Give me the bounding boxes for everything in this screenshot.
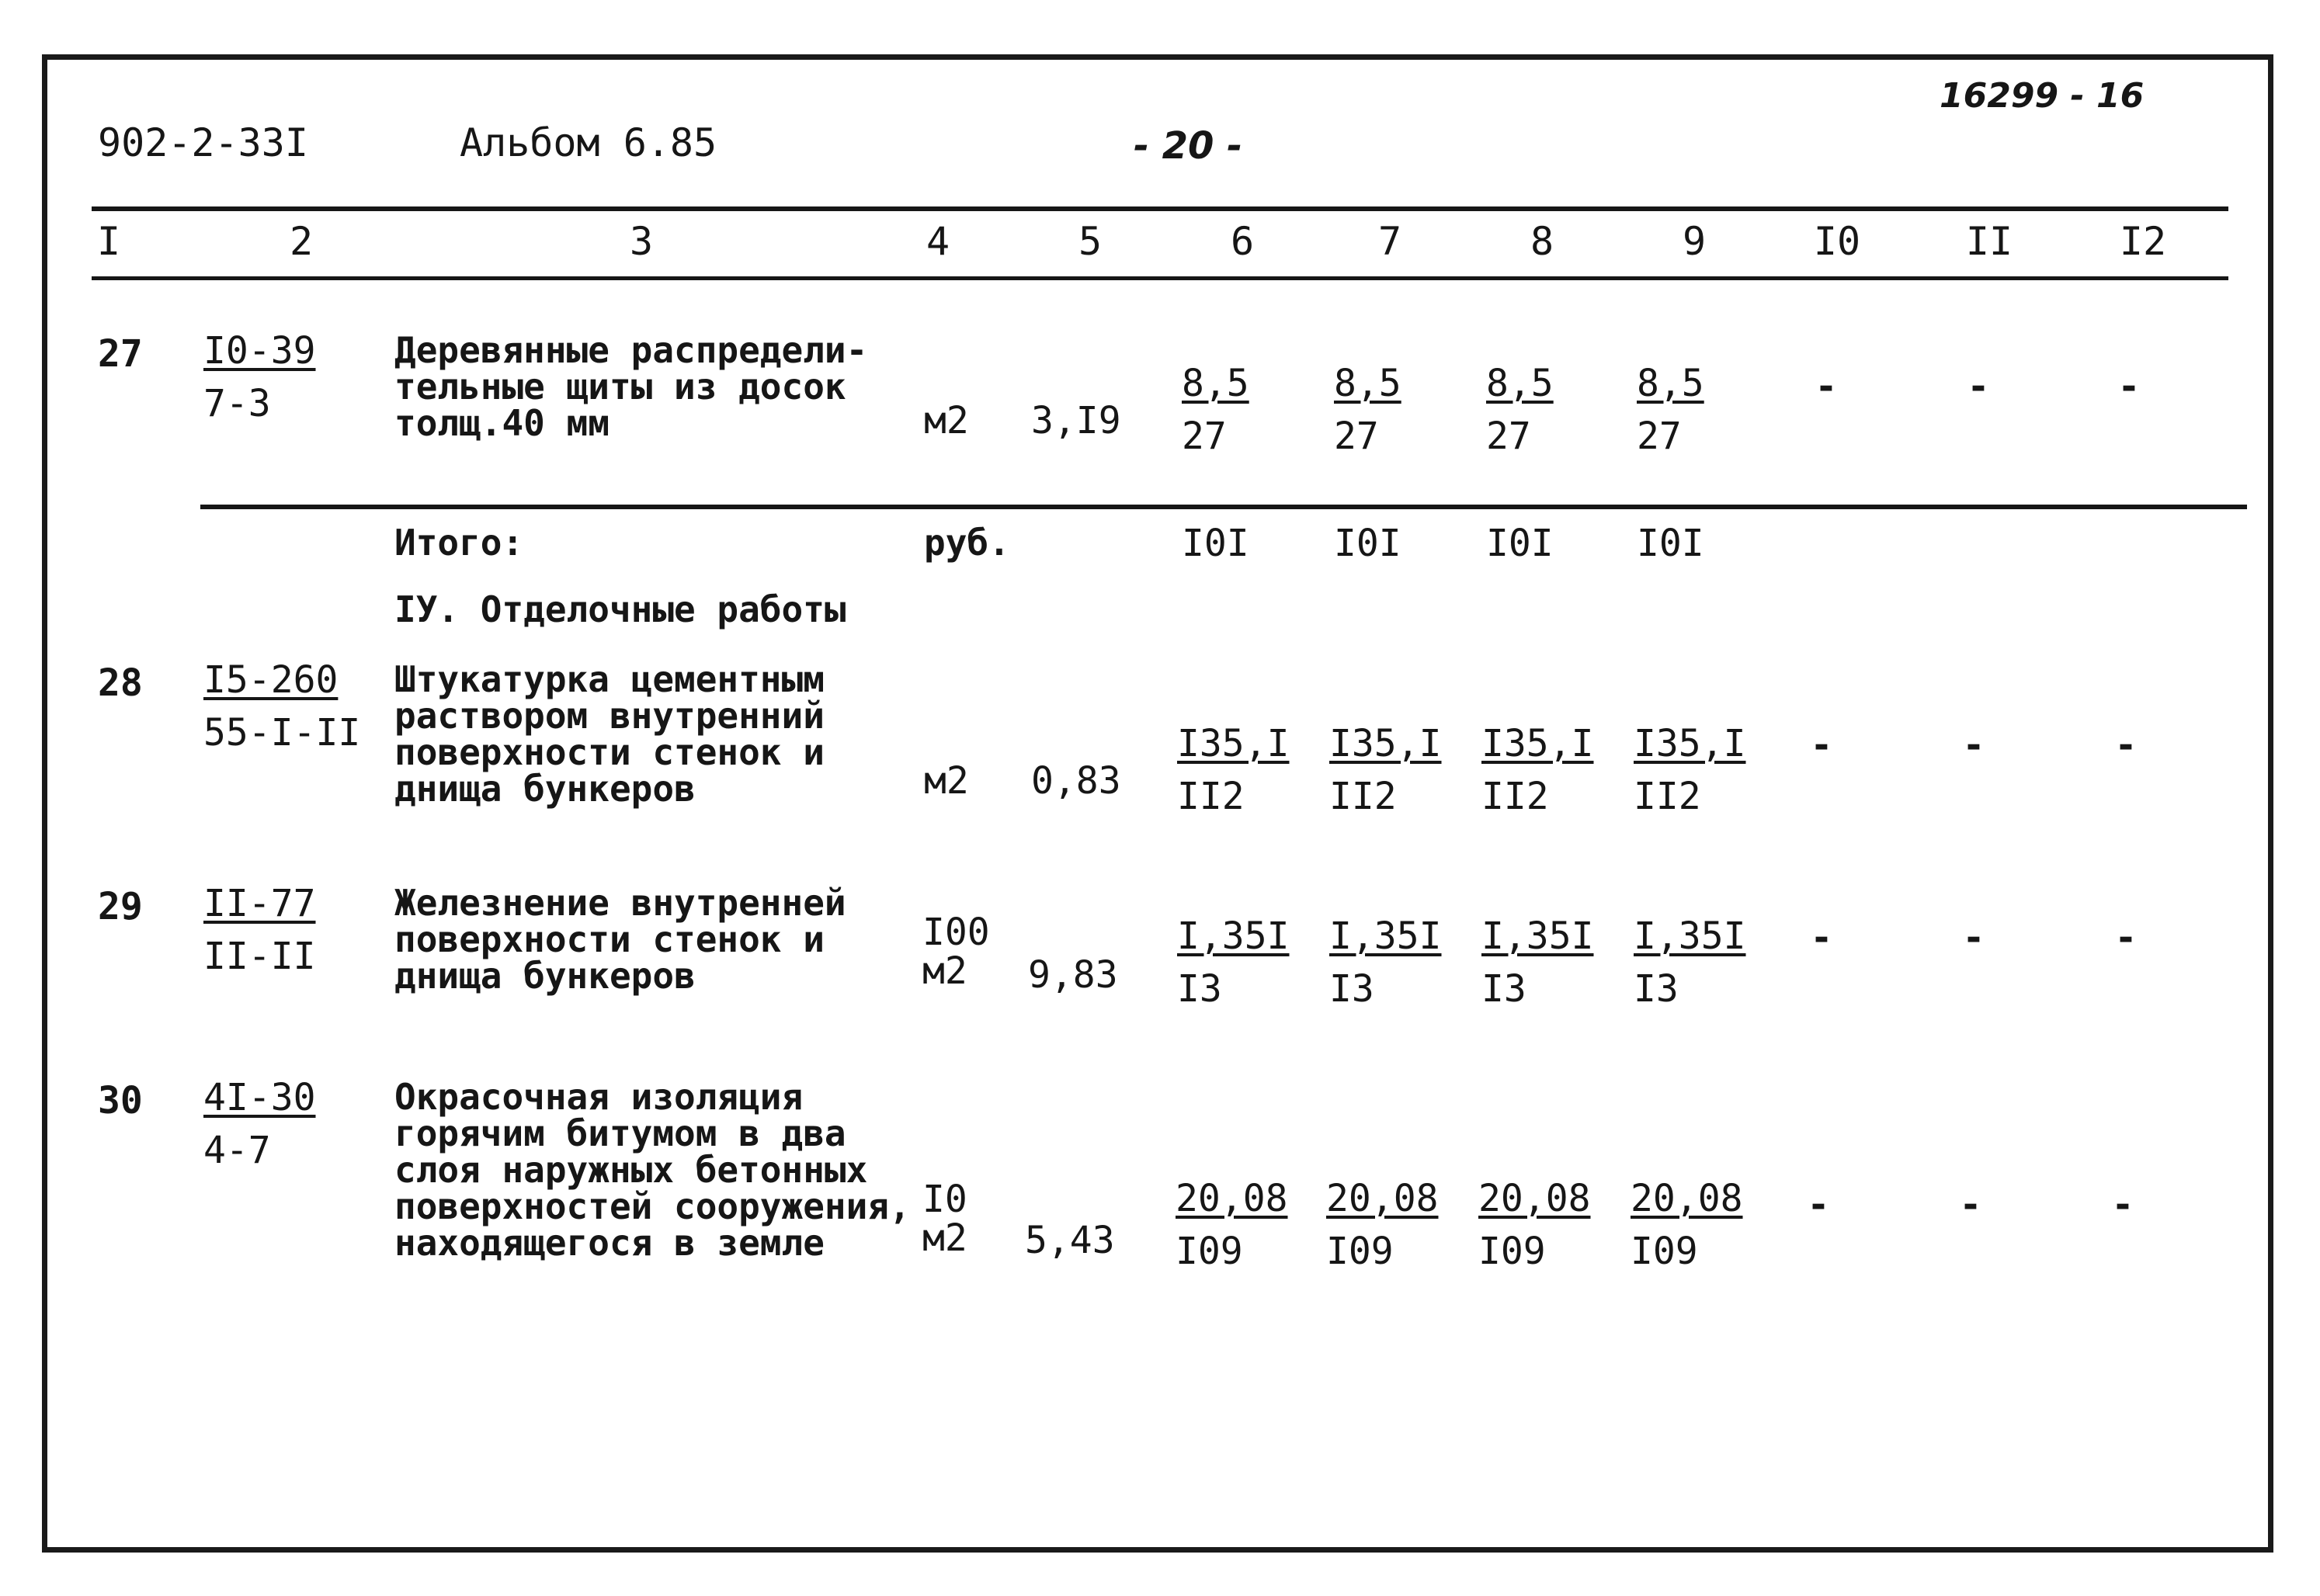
- page-number: - 20 -: [1134, 124, 1243, 168]
- norm-code-top: 4I-30: [203, 1076, 316, 1119]
- value-col-9: 8,5 27: [1637, 362, 1704, 458]
- column-header-4: 4: [926, 219, 950, 264]
- value-col-12: -: [2114, 916, 2138, 959]
- unit: м2: [924, 759, 969, 803]
- value-col-11: -: [1962, 723, 1985, 767]
- unit-price: 9,83: [1028, 953, 1118, 997]
- work-description: Штукатурка цементным раствором внутренний поверхности стенок и днища бункеров: [394, 658, 825, 810]
- total-label: Итого:: [394, 522, 524, 564]
- value-col-12: -: [2111, 1183, 2134, 1226]
- norm-code: [203, 877, 316, 983]
- total-col-8: I0I: [1486, 522, 1554, 565]
- album-label: Альбом 6.85: [460, 120, 717, 165]
- norm-code: [203, 324, 316, 430]
- value-col-10: -: [1810, 916, 1833, 959]
- column-header-2: 2: [289, 219, 314, 264]
- value-col-7: I,35I I3: [1329, 914, 1442, 1011]
- row-number: 30: [98, 1079, 143, 1122]
- column-header-8: 8: [1530, 219, 1554, 264]
- row-number: 28: [98, 661, 143, 705]
- total-unit: руб.: [924, 522, 1010, 564]
- column-header-11: II: [1965, 219, 2013, 264]
- value-col-7: I35,I II2: [1329, 722, 1442, 818]
- norm-code-bottom: II-II: [203, 935, 316, 978]
- header-top-rule: [92, 206, 2228, 211]
- row-number: 27: [98, 332, 143, 376]
- value-col-11: -: [1959, 1183, 1982, 1226]
- norm-code-bottom: 7-3: [203, 382, 271, 425]
- column-header-5: 5: [1078, 219, 1103, 264]
- norm-code-top: II-77: [203, 882, 316, 925]
- column-header-3: 3: [629, 219, 654, 264]
- value-col-8: 20,08 I09: [1478, 1177, 1591, 1273]
- total-col-7: I0I: [1334, 522, 1401, 565]
- total-col-9: I0I: [1637, 522, 1704, 565]
- value-col-6: 8,5 27: [1182, 362, 1249, 458]
- document-code: 902-2-33I: [98, 120, 308, 165]
- norm-code-bottom: 4-7: [203, 1129, 271, 1172]
- value-col-8: I,35I I3: [1481, 914, 1594, 1011]
- value-col-10: -: [1810, 723, 1833, 767]
- value-col-8: I35,I II2: [1481, 722, 1594, 818]
- norm-code: [203, 1071, 316, 1177]
- column-header-9: 9: [1682, 219, 1707, 264]
- norm-code-top: I5-260: [203, 658, 339, 702]
- value-col-9: I,35I I3: [1634, 914, 1746, 1011]
- column-header-12: I2: [2119, 219, 2167, 264]
- total-col-6: I0I: [1182, 522, 1249, 565]
- value-col-9: 20,08 I09: [1631, 1177, 1743, 1273]
- value-col-7: 8,5 27: [1334, 362, 1401, 458]
- value-col-7: 20,08 I09: [1326, 1177, 1439, 1273]
- value-col-11: -: [1967, 365, 1990, 408]
- unit-price: 3,I9: [1031, 399, 1121, 442]
- value-col-6: 20,08 I09: [1176, 1177, 1288, 1273]
- norm-code: [203, 654, 360, 759]
- value-col-8: 8,5 27: [1486, 362, 1554, 458]
- archive-stamp: 16299 - 16: [1940, 76, 2145, 116]
- column-header-7: 7: [1377, 219, 1402, 264]
- work-description: Деревянные распредели- тельные щиты из досок толщ.40 мм: [394, 329, 868, 444]
- value-col-10: -: [1807, 1183, 1830, 1226]
- unit: I00 м2: [922, 911, 990, 993]
- total-rule: [200, 505, 2247, 509]
- value-col-9: I35,I II2: [1634, 722, 1746, 818]
- work-description: Железнение внутренней поверхности стенок и днища бункеров: [394, 882, 846, 997]
- value-col-12: -: [2117, 365, 2141, 408]
- norm-code-bottom: 55-I-II: [203, 711, 361, 755]
- row-number: 29: [98, 885, 143, 928]
- section-title: IУ. Отделочные работы: [394, 588, 846, 630]
- column-header-1: I: [96, 219, 121, 264]
- header-bottom-rule: [92, 276, 2228, 280]
- value-col-11: -: [1962, 916, 1985, 959]
- unit-price: 0,83: [1031, 759, 1121, 803]
- column-header-10: I0: [1813, 219, 1861, 264]
- unit-price: 5,43: [1025, 1219, 1115, 1262]
- value-col-6: I,35I I3: [1177, 914, 1290, 1011]
- unit: I0 м2: [922, 1178, 967, 1260]
- value-col-12: -: [2114, 723, 2138, 767]
- value-col-6: I35,I II2: [1177, 722, 1290, 818]
- unit: м2: [924, 399, 969, 442]
- norm-code-top: I0-39: [203, 329, 316, 373]
- value-col-10: -: [1815, 365, 1838, 408]
- work-description: Окрасочная изоляция горячим битумом в два слоя наружных бетонных поверхностей сооружения, находящегося в земле: [394, 1076, 911, 1264]
- column-header-6: 6: [1230, 219, 1255, 264]
